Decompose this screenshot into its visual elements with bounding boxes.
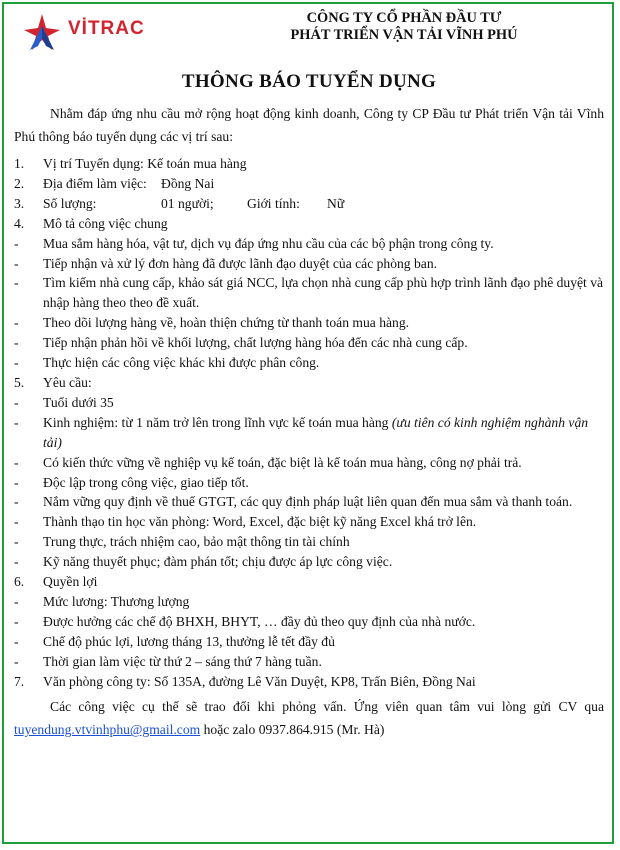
list-item-text: Mức lương: Thương lượng: [43, 593, 190, 609]
list-item-text: Thực hiện các công việc khác khi được phân công.: [43, 355, 320, 371]
list-item-text: Thành thạo tin học văn phòng: Word, Excel, đặc biệt kỹ năng Excel khá trở lên.: [43, 514, 477, 530]
vitrac-star-icon: [22, 12, 66, 52]
gender-value: Nữ: [327, 195, 345, 211]
list-item-text: Có kiến thức vững về nghiệp vụ kế toán, đặc biệt là kế toán mua hàng, công nợ phải trả.: [43, 454, 522, 470]
recruitment-notice: [14, 8, 604, 741]
list-item: - Chế độ phúc lợi, lương tháng 13, thưởng lễ tết đầy đủ: [14, 632, 604, 652]
experience-note: (ưu tiên có kinh nghiệm nghành vận tải): [43, 414, 589, 450]
notice-title: THÔNG BÁO TUYỂN DỤNG: [181, 71, 437, 92]
list-item-text: Mua sắm hàng hóa, vật tư, dịch vụ đáp ứng nhu cầu của các bộ phận trong công ty.: [43, 235, 494, 251]
location-label: Địa điểm làm việc:: [43, 175, 147, 191]
list-item-text: Trung thực, trách nhiệm cao, bảo mật thông tin tài chính: [43, 534, 350, 550]
list-item-text: Tìm kiếm nhà cung cấp, khảo sát giá NCC, lựa chọn nhà cung cấp phù hợp trình lãnh đạo phê duyệt và nhập hàng theo theo đề xuất.: [43, 275, 604, 311]
requirements-list: [14, 453, 604, 572]
list-item: - Tiếp nhận và xử lý đơn hàng đã được lãnh đạo duyệt của các phòng ban.: [14, 254, 604, 274]
company-line-2: PHÁT TRIỂN VẬN TẢI VĨNH PHÚ: [290, 27, 518, 43]
list-item: - Tiếp nhận phản hồi về khối lượng, chất lượng hàng hóa đến các nhà cung cấp.: [14, 333, 604, 353]
item-office: 7. Văn phòng công ty: Số 135A, đường Lê Văn Duyệt, KP8, Trấn Biên, Đồng Nai: [14, 673, 476, 689]
item-location: 2. Địa điểm làm việc: Đồng Nai: [14, 174, 604, 194]
email-link[interactable]: tuyendung.vtvinhphu@gmail.com: [14, 722, 201, 738]
list-item: - Mua sắm hàng hóa, vật tư, dịch vụ đáp ứng nhu cầu của các bộ phận trong công ty.: [14, 234, 604, 254]
item-description: 4. Mô tả công việc chung: [14, 215, 168, 231]
list-item: - Tìm kiếm nhà cung cấp, khảo sát giá NCC, lựa chọn nhà cung cấp phù hợp trình lãnh đạo phê duyệt và nhập hàng theo theo đề xuất.: [14, 273, 604, 313]
list-item-text: Chế độ phúc lợi, lương tháng 13, thưởng lễ tết đầy đủ: [43, 633, 335, 649]
intro-paragraph: Nhằm đáp ứng nhu cầu mở rộng hoạt động kinh doanh, Công ty CP Đầu tư Phát triển Vận tải Vĩnh Phú thông báo tuyển dụng các vị trí sau:: [14, 106, 604, 144]
closing-text: Các công việc cụ thể sẽ trao đổi khi phỏng vấn. Ứng viên quan tâm vui lòng gửi CV qua: [50, 699, 604, 715]
list-item-text: Được hưởng các chế độ BHXH, BHYT, … đầy đủ theo quy định của nhà nước.: [43, 613, 476, 629]
list-item: - Theo dõi lượng hàng về, hoàn thiện chứng từ thanh toán mua hàng.: [14, 313, 604, 333]
list-item: - Có kiến thức vững về nghiệp vụ kế toán, đặc biệt là kế toán mua hàng, công nợ phải trả.: [14, 453, 604, 473]
benefits-list: [14, 592, 604, 672]
item-position: 1. Vị trí Tuyển dụng: Kế toán mua hàng: [14, 156, 247, 171]
list-item-text: Thời gian làm việc từ thứ 2 – sáng thứ 7 hàng tuần.: [43, 653, 322, 669]
list-item: - Thực hiện các công việc khác khi được phân công.: [14, 353, 604, 373]
gender-label: Giới tính:: [247, 195, 300, 211]
header: [14, 8, 604, 56]
quantity-value: 01 người;: [161, 195, 214, 211]
description-list: [14, 234, 604, 373]
list-item-text: Tiếp nhận phản hồi về khối lượng, chất lượng hàng hóa đến các nhà cung cấp.: [43, 335, 468, 351]
contact-text: hoặc zalo 0937.864.915 (Mr. Hà): [203, 722, 385, 738]
list-item: - Độc lập trong công việc, giao tiếp tốt.: [14, 473, 604, 493]
logo-text: VİTRAC: [68, 18, 145, 39]
requirement-age: Tuổi dưới 35: [43, 394, 114, 410]
list-item-text: Theo dõi lượng hàng về, hoàn thiện chứng từ thanh toán mua hàng.: [43, 315, 410, 331]
list-item: - Tuổi dưới 35: [14, 393, 604, 413]
list-item: - Trung thực, trách nhiệm cao, bảo mật thông tin tài chính: [14, 532, 604, 552]
list-item-text: Kỹ năng thuyết phục; đàm phán tốt; chịu được áp lực công việc.: [43, 554, 393, 570]
list-item: - Thành thạo tin học văn phòng: Word, Excel, đặc biệt kỹ năng Excel khá trở lên.: [14, 512, 604, 532]
item-requirements: 5. Yêu cầu:: [14, 374, 92, 390]
list-item: - Mức lương: Thương lượng: [14, 592, 604, 612]
company-line-1: CÔNG TY CỔ PHẦN ĐẦU TƯ: [306, 10, 502, 26]
company-logo: [22, 12, 162, 52]
quantity-label: Số lượng:: [43, 195, 97, 211]
list-item: - Nắm vững quy định về thuế GTGT, các quy định pháp luật liên quan đến mua sắm và thanh toán.: [14, 492, 604, 512]
list-item: - Thời gian làm việc từ thứ 2 – sáng thứ 7 hàng tuần.: [14, 652, 604, 672]
list-item-text: Độc lập trong công việc, giao tiếp tốt.: [43, 474, 249, 490]
company-name: [214, 10, 594, 44]
item-quantity: 3. Số lượng: 01 người; Giới tính: Nữ: [14, 194, 604, 214]
list-item-text: Tiếp nhận và xử lý đơn hàng đã được lãnh đạo duyệt của các phòng ban.: [43, 255, 438, 271]
list-item: - Kinh nghiệm: từ 1 năm trở lên trong lĩnh vực kế toán mua hàng (ưu tiên có kinh nghiệm nghành vận tải): [14, 414, 589, 450]
list-item: - Được hưởng các chế độ BHXH, BHYT, … đầy đủ theo quy định của nhà nước.: [14, 612, 604, 632]
location-value: Đồng Nai: [161, 175, 215, 191]
requirement-experience: Kinh nghiệm: từ 1 năm trở lên trong lĩnh vực kế toán mua hàng: [43, 414, 389, 430]
list-item: - Kỹ năng thuyết phục; đàm phán tốt; chịu được áp lực công việc.: [14, 552, 604, 572]
item-benefits: 6. Quyền lợi: [14, 574, 98, 590]
list-item-text: Nắm vững quy định về thuế GTGT, các quy định pháp luật liên quan đến mua sắm và thanh toán.: [43, 494, 573, 510]
closing-paragraph: [14, 695, 604, 741]
